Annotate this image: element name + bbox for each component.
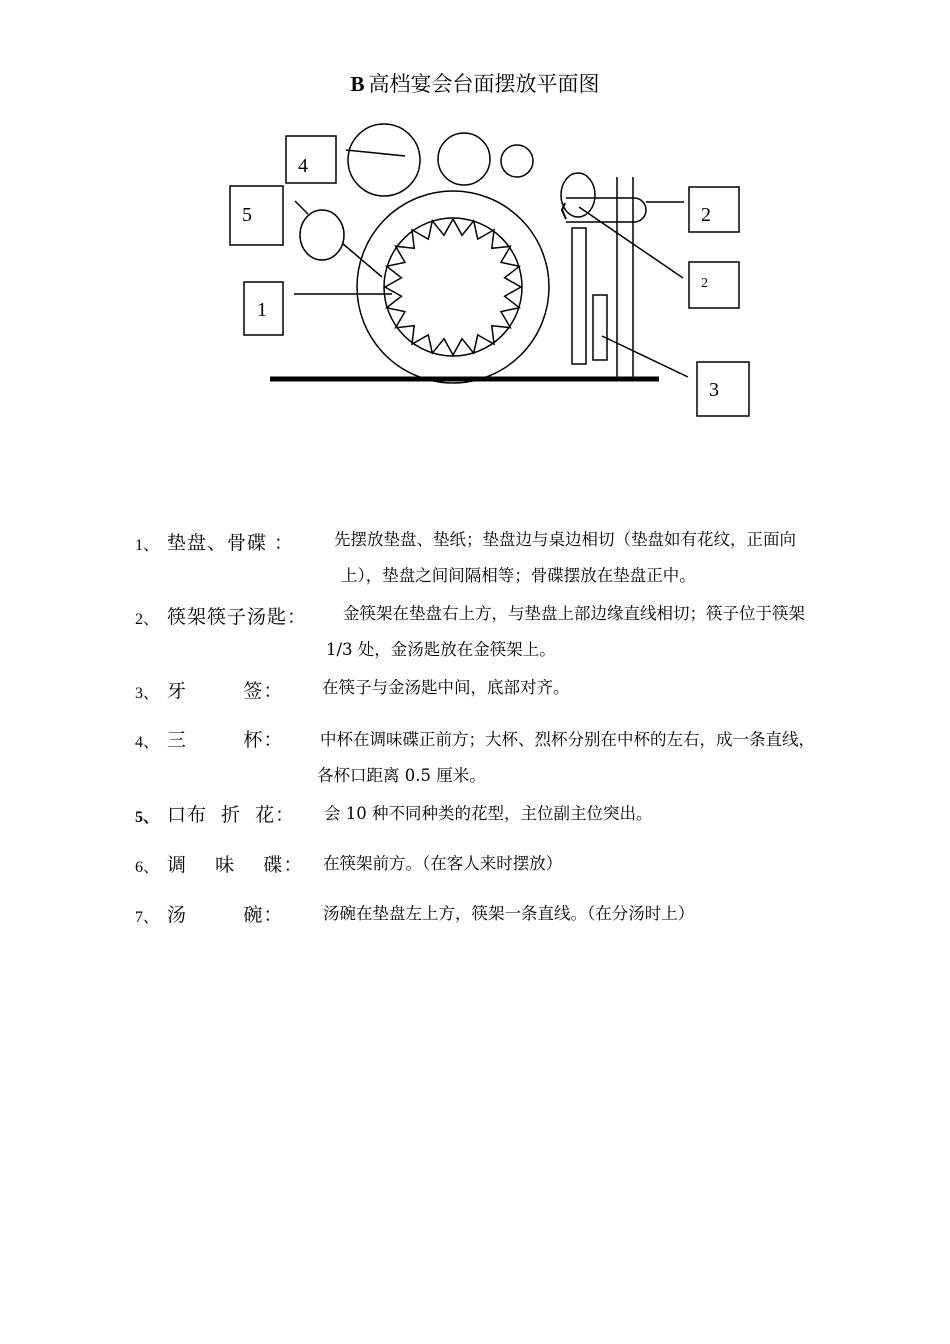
item-name: 牙 签： <box>167 680 284 702</box>
leader-line-4 <box>346 150 405 156</box>
item-name: 汤 碗： <box>167 904 284 926</box>
item-name: 口布 折 花： <box>167 804 296 826</box>
item-name: 筷架筷子汤匙： <box>167 606 308 628</box>
item-desc-line2: 1/3 处，金汤匙放在金筷架上。 <box>326 640 556 659</box>
item-number: 2、 <box>135 611 160 628</box>
label-box-2b <box>689 262 739 308</box>
spoon <box>566 198 646 222</box>
item-name: 三 杯： <box>167 729 284 751</box>
item-number: 1、 <box>135 537 160 554</box>
leader-line-5a <box>295 201 308 214</box>
item-desc-line1: 先摆放垫盘、垫纸；垫盘边与桌边相切（垫盘如有花纹，正面向 <box>334 530 796 549</box>
label-box-3 <box>697 362 749 416</box>
item-desc-line1: 金筷架在垫盘右上方，与垫盘上部边缘直线相切；筷子位于筷架 <box>343 604 805 623</box>
label-5: 5 <box>242 204 252 226</box>
small-cup <box>501 145 533 177</box>
item-number: 4、 <box>135 734 160 751</box>
item-number: 7、 <box>135 909 160 926</box>
item-desc-line1: 在筷子与金汤匙中间，底部对齐。 <box>322 678 570 697</box>
sauce-dish <box>561 173 595 217</box>
label-2b: 2 <box>701 276 708 291</box>
label-box-5 <box>230 186 283 245</box>
table-setting-diagram <box>0 0 950 470</box>
middle-cup <box>438 133 490 185</box>
item-desc-line1: 在筷架前方。（在客人来时摆放） <box>323 854 563 873</box>
label-3: 3 <box>709 379 719 401</box>
leader-line-3 <box>602 336 688 377</box>
label-box-4 <box>286 136 336 183</box>
item-number: 5、 <box>135 809 160 826</box>
label-2a: 2 <box>701 204 711 226</box>
item-name: 垫盘、骨碟 ： <box>167 532 295 554</box>
label-1: 1 <box>257 299 267 321</box>
item-desc-line2: 上），垫盘之间间隔相等；骨碟摆放在垫盘正中。 <box>341 566 696 585</box>
bone-plate-star <box>385 219 521 355</box>
label-box-2a <box>689 187 739 232</box>
large-cup <box>348 124 420 196</box>
title-text: 高档宴会台面摆放平面图 <box>368 72 600 96</box>
label-4: 4 <box>298 155 308 177</box>
bone-plate-rim <box>384 218 522 356</box>
item-desc-line1: 汤碗在垫盘左上方，筷架一条直线。（在分汤时上） <box>323 904 695 923</box>
chopstick-rest <box>572 228 586 364</box>
item-number: 6、 <box>135 859 160 876</box>
soup-bowl <box>300 210 344 260</box>
item-desc-line2: 各杯口距离 0.5 厘米。 <box>317 766 486 785</box>
leader-line-5b <box>342 243 382 277</box>
item-name: 调 味 碟： <box>167 854 304 876</box>
item-desc-line1: 会 10 种不同种类的花型，主位副主位突出。 <box>324 804 653 823</box>
item-number: 3、 <box>135 685 160 702</box>
leader-line-2b <box>579 207 683 278</box>
title-prefix: B <box>350 72 365 96</box>
item-desc-line1: 中杯在调味碟正前方；大杯、烈杯分别在中杯的左右，成一条直线， <box>320 730 815 749</box>
toothpick <box>593 295 607 360</box>
